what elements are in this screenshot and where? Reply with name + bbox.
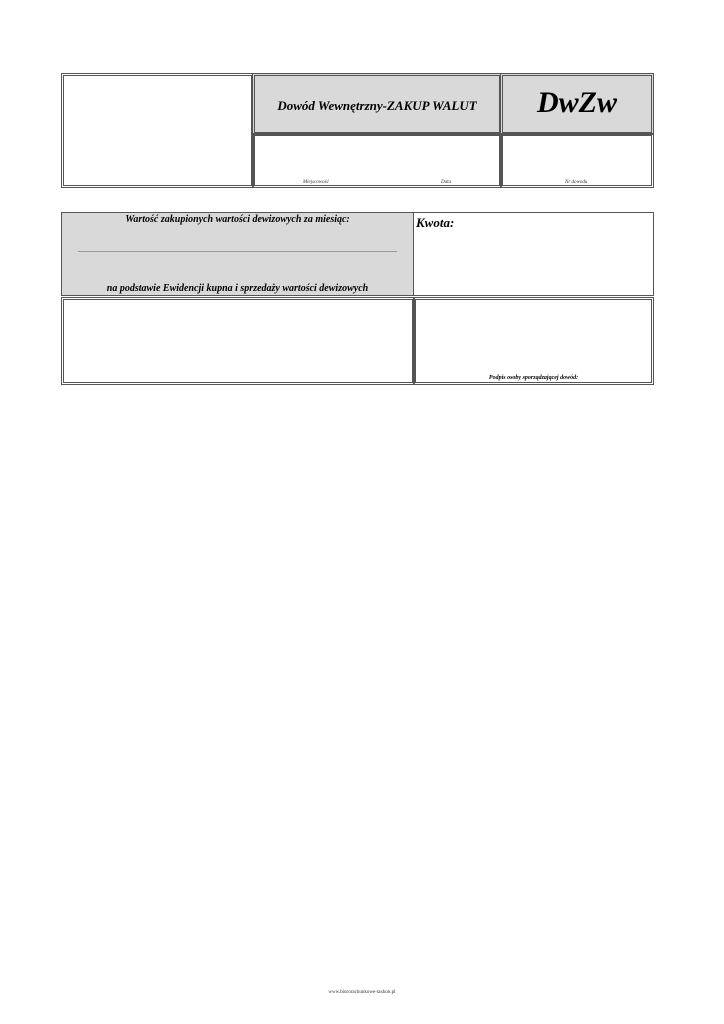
notes-field[interactable] [61,297,415,385]
monthly-value-box[interactable] [61,212,414,296]
amount-label: Kwota: [416,215,455,230]
place-label: Miejscowość [303,180,329,185]
document-code-box [500,73,654,135]
footer-url: www.biurorachunkowe-taxkon.pl [328,990,396,995]
document-title: Dowód Wewnętrzny-ZAKUP WALUT [277,98,477,113]
place-date-field[interactable] [252,133,502,188]
monthly-value-heading: Wartość zakupionych wartości dewizowych za miesiąc: [125,214,350,225]
signature-label: Podpis osoby sporządzającej dowód: [488,375,579,381]
date-label: Data [441,180,451,185]
logo-box [61,73,254,188]
amount-field[interactable] [413,212,654,296]
month-entry-line [78,251,397,252]
document-title-box [252,73,502,135]
number-label: Nr dowodu [565,180,588,185]
document-number-field[interactable] [500,133,654,188]
signature-field[interactable] [413,297,654,385]
basis-text: na podstawie Ewidencji kupna i sprzedaży wartości dewizowych [106,283,369,294]
document-code: DwZw [536,86,617,119]
